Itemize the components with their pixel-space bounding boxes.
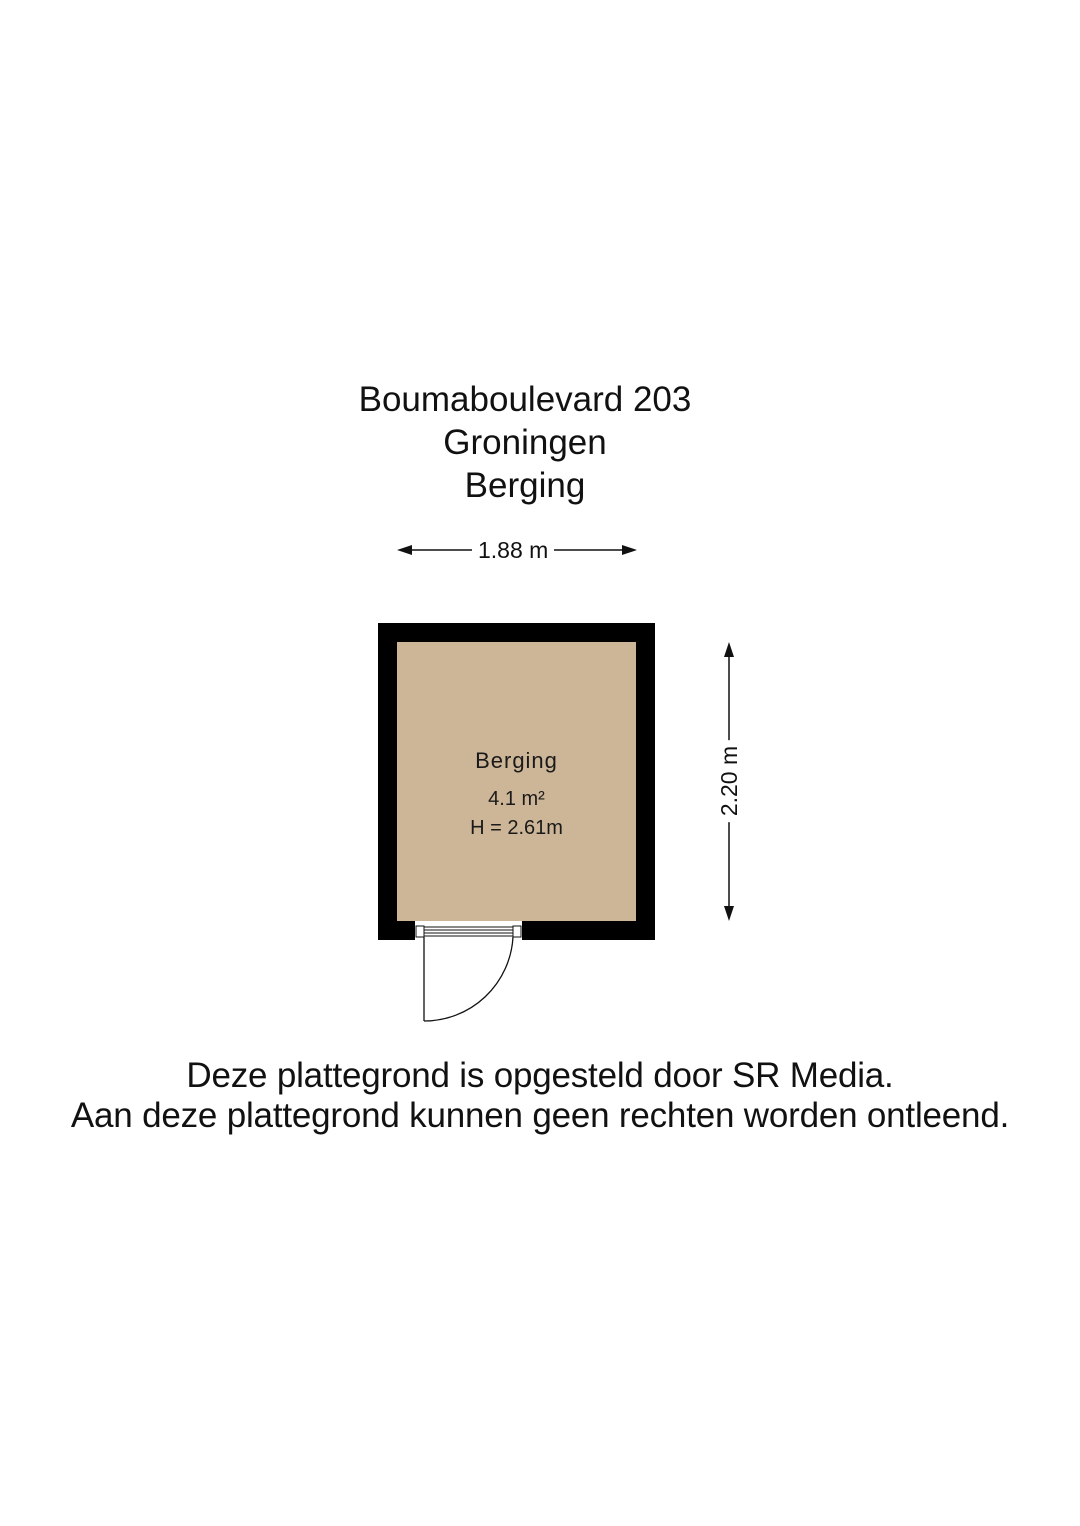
room-floor-berging xyxy=(397,642,636,921)
room-name-label: Berging xyxy=(475,748,558,773)
wall-bottom-left xyxy=(378,921,415,940)
disclaimer-line-1: Deze plattegrond is opgesteld door SR Media. xyxy=(186,1056,894,1095)
arrow-right-icon xyxy=(622,545,637,555)
floor-name-title: Berging xyxy=(464,466,586,505)
door xyxy=(415,921,522,1021)
wall-left xyxy=(378,623,397,940)
arrow-up-icon xyxy=(724,642,734,657)
wall-top xyxy=(378,623,655,642)
door-swing-arc xyxy=(424,937,513,1021)
address-title: Boumaboulevard 203 xyxy=(358,380,692,419)
arrow-down-icon xyxy=(724,906,734,921)
width-dimension-label: 1.88 m xyxy=(472,537,554,563)
city-title: Groningen xyxy=(443,423,607,462)
wall-bottom-right xyxy=(522,921,655,940)
depth-dimension-label: 2.20 m xyxy=(716,740,742,822)
disclaimer xyxy=(0,1056,1080,1136)
arrow-left-icon xyxy=(397,545,412,555)
room-height-label: H = 2.61m xyxy=(470,817,563,839)
disclaimer-line-2: Aan deze plattegrond kunnen geen rechten worden ontleend. xyxy=(70,1096,1010,1135)
room-area-label: 4.1 m² xyxy=(488,788,545,810)
wall-right xyxy=(636,623,655,940)
